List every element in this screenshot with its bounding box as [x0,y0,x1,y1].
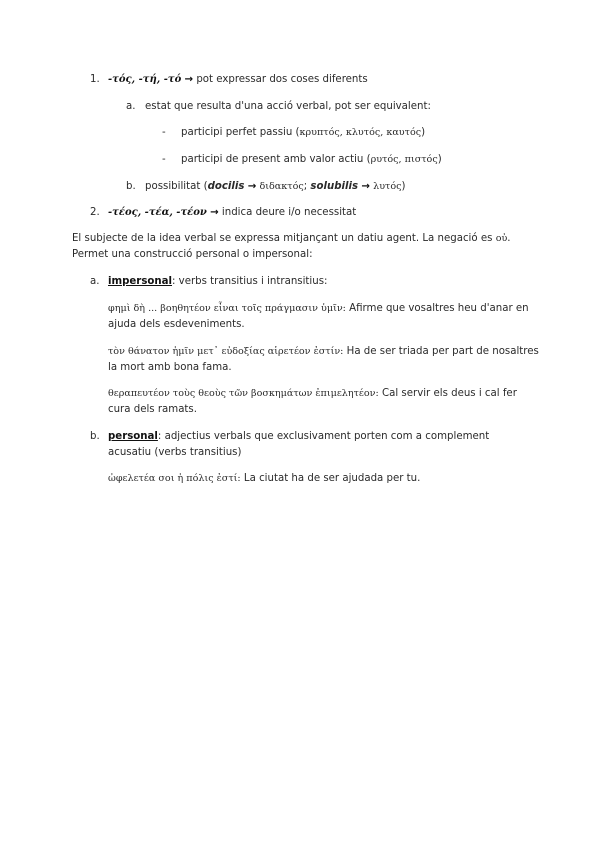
personal-line-2: acusatiu (verbs transitius) [108,447,242,458]
list-number: 1. [90,74,100,85]
arrow-glyph: → [210,207,219,218]
dash-item-2 [181,153,442,166]
greek-word: λυτός [373,181,402,192]
list-item-2 [108,206,356,219]
greek-word: οὐ [495,233,508,244]
dash-text: participi perfet passiu ( [181,127,300,138]
impersonal-heading [108,275,327,288]
sublist-letter: b. [126,181,136,192]
separator: ; [303,181,308,192]
paren-close: ) [421,127,426,138]
translation: Ha de ser triada per part de nosaltres [346,346,539,357]
arrow-glyph: → [361,181,370,192]
example-2-line-1 [108,345,539,358]
paren-close: ) [437,154,442,165]
arrow-glyph: → [184,74,194,85]
dash-bullet: - [162,154,166,165]
period: . [507,233,511,244]
item-text: pot expressar dos coses diferents [196,74,368,85]
sublist-item-b [145,180,405,193]
arrow-glyph: → [247,181,257,192]
example-3-line-1 [108,387,517,400]
latin-word: solubilis [310,181,359,192]
example-2-line-2: la mort amb bona fama. [108,362,232,373]
greek-sentence: θεραπευτέον τοὺς θεοὺς τῶν βοσκημάτων ἐπιμελητέον: [108,388,379,399]
list-item-1 [108,73,368,86]
greek-suffix: -τέος, -τέα, -τέον [108,207,207,218]
item-text: indica deure i/o necessitat [221,207,357,218]
example-4-line-1 [108,472,420,485]
intro-line-1 [72,232,511,245]
sublist-letter: a. [90,276,100,287]
term-impersonal: impersonal [108,276,173,287]
paren-close: ) [401,181,406,192]
greek-sentence: τὸν θάνατον ἡμῖν μετ᾽ εὐδοξίας αἱρετέον ἐστίν: [108,346,344,357]
dash-bullet: - [162,127,166,138]
greek-words: ρυτός, πιστός [370,154,438,165]
greek-sentence: φημὶ δὴ ... βοηθητέον εἶναι τοῖς πράγμασιν ὑμῖν: [108,303,346,314]
sublist-item-a [145,100,431,113]
list-number: 2. [90,207,100,218]
sublist-letter: a. [126,101,136,112]
sublist-letter: b. [90,431,100,442]
intro-line-2: Permet una construcció personal o impersonal: [72,249,313,260]
term-text: : adjectius verbals que exclusivament porten com a complement [157,431,490,442]
greek-suffix: -τός, -τή, -τό [108,74,182,85]
translation: La ciutat ha de ser ajudada per tu. [243,473,421,484]
dash-item-1 [181,126,425,139]
example-1-line-2: ajuda dels esdeveniments. [108,319,245,330]
translation: Cal servir els deus i cal fer [382,388,517,399]
sub-text: estat que resulta d'una acció verbal, pot ser equivalent: [145,101,431,112]
sub-text: possibilitat ( [145,181,208,192]
latin-word: docilis [207,181,245,192]
translation: Afirme que vosaltres heu d'anar en [349,303,529,314]
greek-words: κρυπτός, κλυτός, καυτός [299,127,422,138]
example-1-line-1 [108,302,529,315]
term-personal: personal [108,431,158,442]
intro-text: El subjecte de la idea verbal se expressa mitjançant un datiu agent. La negació es [72,233,493,244]
dash-text: participi de present amb valor actiu ( [181,154,371,165]
personal-heading [108,430,489,443]
greek-word: διδακτός [259,181,304,192]
term-text: : verbs transitius i intransitius: [172,276,328,287]
greek-sentence: ὠφελετέα σοι ἡ πόλις ἐστί: [108,473,241,484]
example-3-line-2: cura dels ramats. [108,404,197,415]
